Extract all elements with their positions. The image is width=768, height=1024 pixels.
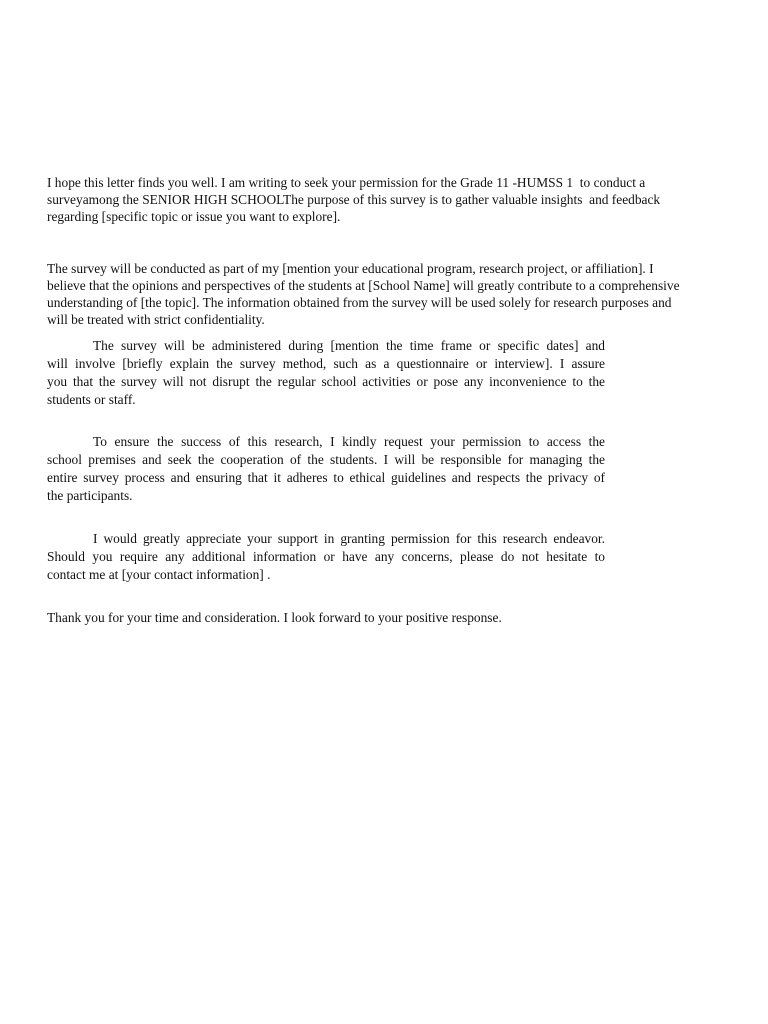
p5-line-2: Should you require any additional information or have any concerns, please do not hesitate to — [47, 549, 605, 564]
p2-line-1: The survey will be conducted as part of my [mention your educational program, research project, or affiliation]. I — [47, 261, 654, 276]
p2-line-3: understanding of [the topic]. The information obtained from the survey will be used solely for research purposes and — [47, 295, 672, 310]
p4-line-4: the participants. — [47, 488, 133, 503]
p4-line-3: entire survey process and ensuring that it adheres to ethical guidelines and respects the privacy of — [47, 470, 605, 485]
p3-line-2: will involve [briefly explain the survey method, such as a questionnaire or interview]. I assure — [47, 356, 605, 371]
p2-line-4: will be treated with strict confidentiality. — [47, 312, 265, 327]
p6-line-1: Thank you for your time and consideration. I look forward to your positive response. — [47, 610, 502, 625]
p1-line-2: surveyamong the SENIOR HIGH SCHOOLThe purpose of this survey is to gather valuable insights and feedback — [47, 192, 661, 207]
p4-line-2: school premises and seek the cooperation of the students. I will be responsible for managing the — [47, 452, 605, 467]
p2-line-2: believe that the opinions and perspectives of the students at [School Name] will greatly contribute to a comprehensive — [47, 278, 680, 293]
p5-line-1: I would greatly appreciate your support in granting permission for this research endeavor. — [93, 531, 605, 546]
p3-line-3: you that the survey will not disrupt the regular school activities or pose any inconvenience to the — [47, 374, 605, 389]
p3-line-4: students or staff. — [47, 392, 136, 407]
p3-line-1: The survey will be administered during [mention the time frame or specific dates] and — [93, 338, 605, 353]
p1-line-3: regarding [specific topic or issue you want to explore]. — [47, 209, 341, 224]
p5-line-3: contact me at [your contact information] . — [47, 567, 271, 582]
p1-line-1: I hope this letter finds you well. I am writing to seek your permission for the Grade 11 -HUMSS 1 to conduct a — [47, 175, 646, 190]
p4-line-1: To ensure the success of this research, I kindly request your permission to access the — [93, 434, 605, 449]
